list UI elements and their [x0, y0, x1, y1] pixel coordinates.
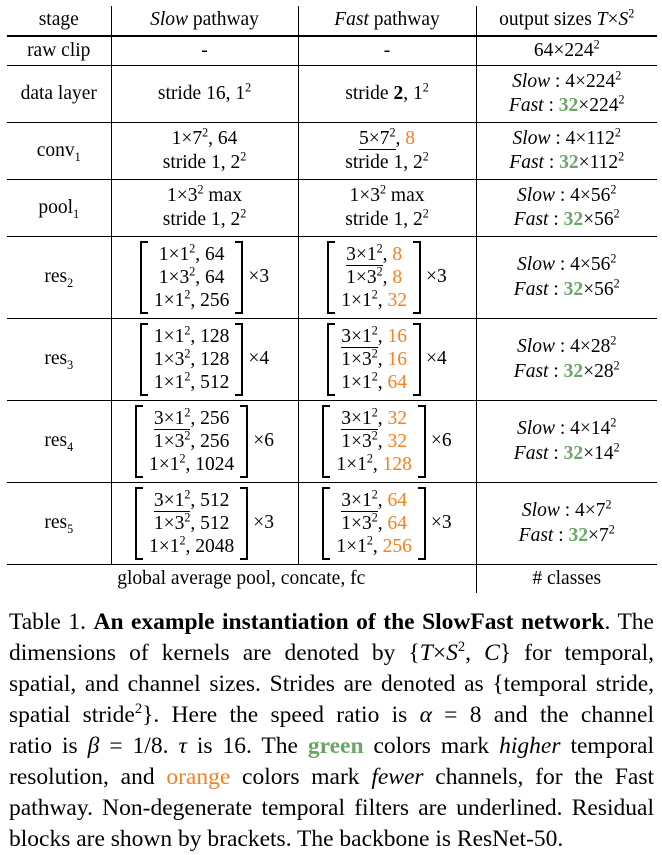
header-row: [7, 6, 657, 36]
caption-line: resolution, and orange colors mark fewer channels, for the Fast: [9, 764, 654, 790]
stage-cell: raw clip: [7, 36, 111, 66]
table-row: [7, 401, 657, 483]
fast-pathway-cell: [298, 237, 476, 319]
bracket-left: [140, 323, 148, 396]
bracket-right: [418, 405, 426, 478]
residual-block: $3\times 1^2$, 32 $1\times 3^2$, 32 $1\times 1^2$, 128 ×6: [301, 405, 474, 478]
bracket-right: [413, 323, 421, 396]
block-multiplier: ×3: [426, 266, 447, 288]
output-sizes-cell: Slow : $4\times 56^2$ Fast : $32\times 56^2$: [476, 237, 657, 319]
bracket-right: [418, 487, 426, 560]
bracket-left: [322, 405, 330, 478]
stage-cell: res$_2$: [7, 237, 111, 319]
block-multiplier: ×3: [248, 266, 270, 288]
header-cell: output sizes $T\times S^2$: [476, 6, 657, 36]
fast-pathway-cell: -: [298, 36, 476, 66]
stage-cell: res$_4$: [7, 401, 111, 483]
block-multiplier: ×4: [248, 348, 270, 370]
fast-pathway-cell: $1\times 3^2$ max stride 1, $2^2$: [298, 180, 476, 237]
header-cell: Fast pathway: [298, 6, 476, 36]
fast-pathway-cell: stride 2, $1^2$: [298, 66, 476, 123]
slow-pathway-cell: stride 16, $1^2$: [111, 66, 298, 123]
caption-line: spatial, and channel sizes. Strides are denoted as {temporal stride,: [9, 671, 654, 697]
slow-pathway-cell: [111, 319, 298, 401]
stage-cell: conv$_1$: [7, 123, 111, 180]
stage-cell: data layer: [7, 66, 111, 123]
slowfast-table: [7, 6, 657, 593]
table-row: [7, 483, 657, 565]
output-sizes-cell: Slow : $4\times 14^2$ Fast : $32\times 14^2$: [476, 401, 657, 483]
block-multiplier: ×6: [253, 430, 275, 452]
slow-pathway-cell: $1\times 3^2$ max stride 1, $2^2$: [111, 180, 298, 237]
slow-pathway-cell: -: [111, 36, 298, 66]
bracket-right: [413, 241, 421, 314]
fast-pathway-cell: $5\times 7^2$, 8 stride 1, $2^2$: [298, 123, 476, 180]
caption-line: spatial stride$^2$}. Here the speed ratio is α = 8 and the channel: [9, 701, 654, 728]
caption-line: ratio is β = 1/8. τ is 16. The green colors mark higher temporal: [9, 733, 654, 759]
bracket-left: [327, 323, 335, 396]
output-sizes-cell: Slow : $4\times 112^2$ Fast : $32\times 112^2$: [476, 123, 657, 180]
slow-pathway-cell: $1\times 7^2$, 64 stride 1, $2^2$: [111, 123, 298, 180]
footer-row: [7, 565, 657, 594]
residual-block: $3\times 1^2$, 512 $1\times 3^2$, 512 $1\times 1^2$, 2048 ×3: [114, 487, 296, 560]
stage-cell: pool$_1$: [7, 180, 111, 237]
fast-pathway-cell: [298, 401, 476, 483]
table-row: [7, 319, 657, 401]
bracket-left: [135, 487, 143, 560]
header-cell: Slow pathway: [111, 6, 298, 36]
residual-block: $3\times 1^2$, 8 $1\times 3^2$, 8 $1\times 1^2$, 32 ×3: [301, 241, 474, 314]
bracket-right: [235, 241, 243, 314]
block-multiplier: ×3: [430, 512, 452, 534]
bracket-left: [140, 241, 148, 314]
output-sizes-cell: Slow : $4\times 7^2$ Fast : $32\times 7^2$: [476, 483, 657, 565]
bracket-right: [240, 405, 248, 478]
residual-block: $3\times 1^2$, 64 $1\times 3^2$, 64 $1\times 1^2$, 256 ×3: [301, 487, 474, 560]
bracket-right: [235, 323, 243, 396]
residual-block: $3\times 1^2$, 16 $1\times 3^2$, 16 $1\times 1^2$, 64 ×4: [301, 323, 474, 396]
fast-pathway-cell: [298, 483, 476, 565]
footer-classes-cell: # classes: [476, 565, 657, 594]
residual-block: $1\times 1^2$, 128 $1\times 3^2$, 128 $1\times 1^2$, 512 ×4: [114, 323, 296, 396]
block-multiplier: ×3: [253, 512, 275, 534]
bracket-left: [327, 241, 335, 314]
slow-pathway-cell: [111, 483, 298, 565]
table-row: [7, 180, 657, 237]
slow-pathway-cell: [111, 401, 298, 483]
table-row: [7, 123, 657, 180]
stage-cell: res$_5$: [7, 483, 111, 565]
output-sizes-cell: Slow : $4\times 28^2$ Fast : $32\times 28^2$: [476, 319, 657, 401]
bracket-left: [135, 405, 143, 478]
output-sizes-cell: Slow : $4\times 56^2$ Fast : $32\times 56^2$: [476, 180, 657, 237]
caption-line: dimensions of kernels are denoted by {$T\times S^2$, C} for temporal,: [9, 639, 654, 666]
stage-cell: res$_3$: [7, 319, 111, 401]
bracket-right: [240, 487, 248, 560]
output-sizes-cell: Slow : $4\times 224^2$ Fast : $32\times 224^2$: [476, 66, 657, 123]
table-caption: [9, 607, 654, 855]
residual-block: $3\times 1^2$, 256 $1\times 3^2$, 256 $1\times 1^2$, 1024 ×6: [114, 405, 296, 478]
slow-pathway-cell: [111, 237, 298, 319]
caption-line: pathway. Non-degenerate temporal filters are underlined. Residual: [9, 795, 654, 821]
caption-line: blocks are shown by brackets. The backbone is ResNet-50.: [9, 826, 564, 852]
caption-line: Table 1. An example instantiation of the SlowFast network. The: [9, 609, 654, 635]
table-row: [7, 66, 657, 123]
footer-pool-cell: global average pool, concate, fc: [117, 567, 366, 589]
fast-pathway-cell: [298, 319, 476, 401]
residual-block: $1\times 1^2$, 64 $1\times 3^2$, 64 $1\times 1^2$, 256 ×3: [114, 241, 296, 314]
table-row: [7, 36, 657, 66]
output-sizes-cell: $64\times 224^2$: [476, 36, 657, 66]
block-multiplier: ×4: [426, 348, 447, 370]
table-row: [7, 237, 657, 319]
header-cell: stage: [7, 6, 111, 36]
bracket-left: [322, 487, 330, 560]
block-multiplier: ×6: [430, 430, 452, 452]
